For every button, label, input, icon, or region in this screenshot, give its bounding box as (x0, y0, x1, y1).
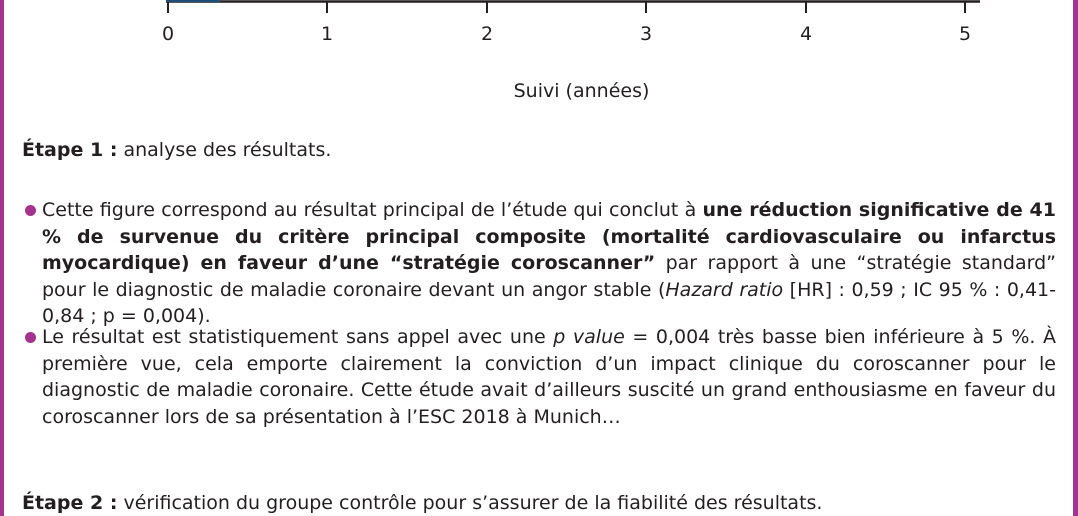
bullet-dot-icon (25, 205, 36, 216)
bullet-1-text-b: par rapport à une “stratégie standard” pour le diagnostic de maladie coronaire devant un angor stable ( (42, 252, 1056, 301)
bullet-1-text-c: [HR] : 0,59 ; IC 95 % : 0,41-0,84 ; p = 0,004). (42, 278, 1056, 327)
step-1-text: analyse des résultats. (117, 139, 332, 161)
bullet-2-italic: p value (553, 326, 625, 348)
step-2-text: vérification du groupe contrôle pour s’assurer de la fiabilité des résultats. (117, 492, 823, 514)
step-1-label: Étape 1 : (22, 139, 118, 161)
bullet-2-text-a: Le résultat est statistiquement sans appel avec une (42, 326, 554, 348)
step-1-heading (22, 137, 331, 163)
x-tick-label-1: 1 (320, 23, 334, 45)
bullet-2-text-b: = 0,004 très basse bien inférieure à 5 %. À première vue, cela emporte clairement la conviction d’un impact clinique du coroscanner pour le diagnostic de maladie coronaire. Cette étude avait d’ailleurs suscité un grand enthousiasme en faveur du coroscanner lors de sa présentation à l’ESC 2018 à Munich… (42, 326, 1056, 428)
bullet-1-bold: une réduction significative de 41 % de survenue du critère principal composite (mortalité cardiovasculaire ou infarctus myocardique) en faveur d’une “stratégie coroscanner” (42, 199, 1056, 274)
x-tick-label-2: 2 (480, 23, 494, 45)
x-axis-title: Suivi (années) (513, 80, 650, 102)
bullet-paragraph-2 (22, 324, 1056, 430)
bullet-dot-icon (25, 332, 36, 343)
step-2-label: Étape 2 : (22, 492, 118, 514)
bullet-1-text-a: Cette figure correspond au résultat principal de l’étude qui conclut à (42, 199, 703, 221)
x-tick-label-4: 4 (799, 23, 813, 45)
x-tick-label-5: 5 (958, 23, 972, 45)
step-2-heading (22, 490, 822, 516)
x-tick-label-3: 3 (639, 23, 653, 45)
x-tick-label-0: 0 (161, 23, 175, 45)
bullet-paragraph-1 (22, 197, 1056, 330)
bullet-1-italic: Hazard ratio (665, 278, 784, 301)
